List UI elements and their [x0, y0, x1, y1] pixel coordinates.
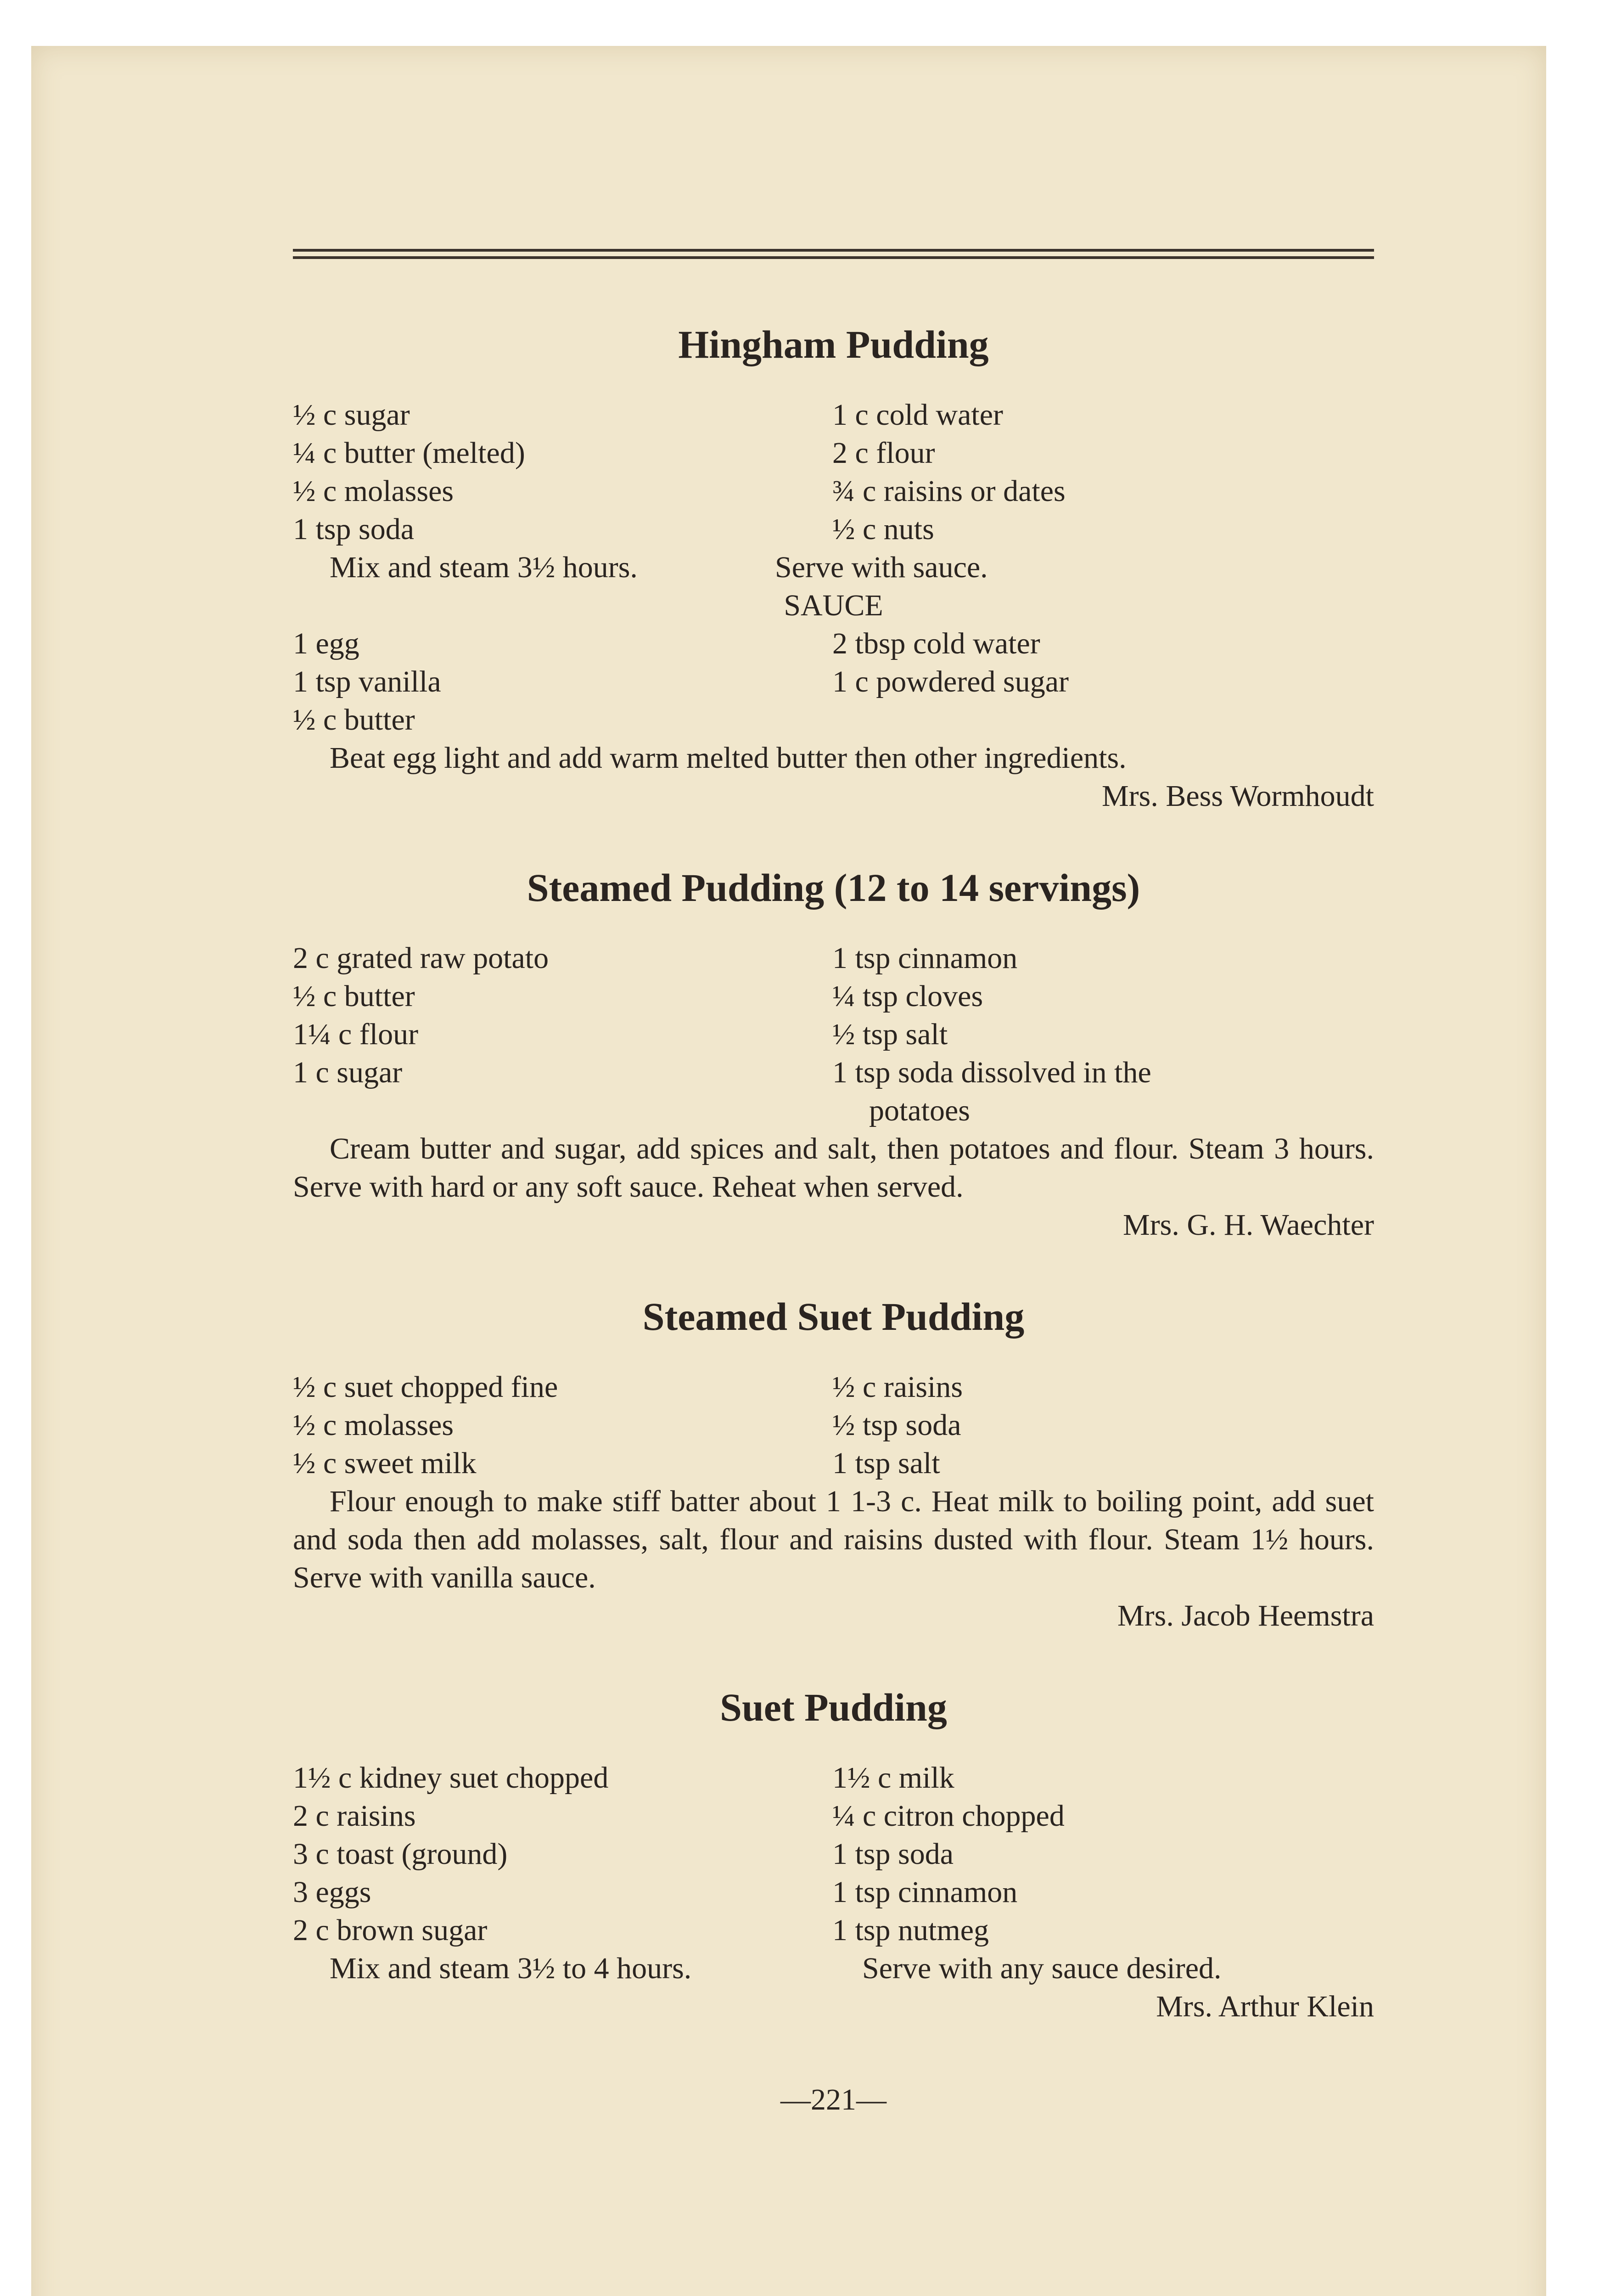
ingredient: 1¼ c flour: [293, 1018, 419, 1051]
recipe-hingham-pudding: [293, 321, 1374, 815]
instructions-serve: Serve with any sauce desired.: [862, 1952, 1222, 1985]
ingredient: ½ tsp salt: [832, 1018, 948, 1051]
ingredients-left: [293, 396, 832, 548]
instructions: [293, 1949, 1374, 1987]
ingredient: 1 tsp soda: [293, 512, 414, 546]
header-double-rule: [293, 249, 1374, 259]
ingredient: 1½ c kidney suet chopped: [293, 1761, 609, 1795]
sauce-ingredients: [293, 625, 1374, 739]
ingredient: 2 c raisins: [293, 1799, 416, 1833]
ingredient: 1 c cold water: [832, 398, 1003, 432]
ingredient: ½ c molasses: [293, 474, 454, 508]
ingredient: 1 tsp cinnamon: [832, 941, 1018, 975]
instructions: Cream butter and sugar, add spices and salt, then potatoes and flour. Steam 3 hours. Serve with hard or any soft sauce. Reheat when served.: [293, 1132, 1374, 1204]
recipe-author: Mrs. Arthur Klein: [1156, 1990, 1374, 2023]
ingredient: ½ c raisins: [832, 1370, 963, 1404]
ingredient: ¼ c citron chopped: [832, 1799, 1065, 1833]
ingredients: [293, 1759, 1374, 1949]
ingredient: 1 c powdered sugar: [832, 665, 1069, 698]
ingredient: ½ c suet chopped fine: [293, 1370, 558, 1404]
book-page: [31, 46, 1546, 2296]
ingredient: 1½ c milk: [832, 1761, 954, 1795]
ingredient: 1 tsp salt: [832, 1446, 940, 1480]
recipe-author: Mrs. Bess Wormhoudt: [1101, 779, 1374, 813]
ingredient: 1 c sugar: [293, 1056, 403, 1089]
ingredient: ½ c butter: [293, 979, 415, 1013]
ingredient: ½ c molasses: [293, 1408, 454, 1442]
ingredients-left: [293, 1368, 832, 1482]
recipe-author: Mrs. Jacob Heemstra: [1117, 1599, 1374, 1632]
instructions-serve: Serve with sauce.: [775, 551, 988, 584]
ingredient: ½ c sugar: [293, 398, 410, 432]
ingredient: 2 c flour: [832, 436, 935, 470]
sauce-instructions: Beat egg light and add warm melted butter then other ingredients.: [330, 741, 1127, 775]
ingredients-right: [832, 1368, 1374, 1482]
sauce-heading: SAUCE: [784, 589, 883, 622]
ingredients: [293, 939, 1374, 1130]
ingredient: ½ c sweet milk: [293, 1446, 477, 1480]
ingredient: 2 c brown sugar: [293, 1913, 488, 1947]
recipe-title: Suet Pudding: [720, 1685, 947, 1729]
recipe-steamed-pudding: [293, 865, 1374, 1244]
page-content: [293, 321, 1374, 2075]
ingredient: 1 tsp nutmeg: [832, 1913, 989, 1947]
ingredient: 1 tsp soda: [832, 1837, 954, 1871]
recipe-title: Steamed Suet Pudding: [642, 1294, 1025, 1339]
sauce-ingredients-left: [293, 625, 832, 739]
ingredients-right: [832, 1759, 1374, 1949]
ingredient: 2 tbsp cold water: [832, 627, 1040, 660]
instructions-steam: Mix and steam 3½ hours.: [330, 551, 638, 584]
ingredient: ¼ c butter (melted): [293, 436, 525, 470]
ingredients-right: [832, 939, 1374, 1130]
recipe-author: Mrs. G. H. Waechter: [1123, 1208, 1374, 1242]
ingredient: 1 tsp vanilla: [293, 665, 441, 698]
ingredient: 1 tsp soda dissolved in the: [832, 1056, 1151, 1089]
ingredient: 2 c grated raw potato: [293, 941, 549, 975]
page-number: —221—: [780, 2083, 886, 2116]
recipe-steamed-suet-pudding: [293, 1294, 1374, 1635]
sauce-ingredients-right: [832, 625, 1374, 739]
recipe-suet-pudding: [293, 1684, 1374, 2026]
ingredients: [293, 396, 1374, 548]
ingredients-left: [293, 939, 832, 1130]
instructions-steam: Mix and steam 3½ to 4 hours.: [330, 1952, 692, 1985]
ingredient: 3 eggs: [293, 1875, 371, 1909]
ingredient: 1 tsp cinnamon: [832, 1875, 1018, 1909]
ingredient: ½ c nuts: [832, 512, 934, 546]
ingredient: 1 egg: [293, 627, 359, 660]
ingredient: ½ c butter: [293, 703, 415, 737]
ingredients-left: [293, 1759, 832, 1949]
ingredient: ¼ tsp cloves: [832, 979, 983, 1013]
ingredient-continuation: potatoes: [869, 1094, 970, 1127]
recipe-title: Steamed Pudding (12 to 14 servings): [527, 866, 1140, 910]
ingredient: ½ tsp soda: [832, 1408, 961, 1442]
ingredients-right: [832, 396, 1374, 548]
ingredient: 3 c toast (ground): [293, 1837, 508, 1871]
instructions: [293, 548, 1374, 586]
recipe-title: Hingham Pudding: [678, 322, 989, 366]
ingredient: ¾ c raisins or dates: [832, 474, 1066, 508]
instructions: Flour enough to make stiff batter about 1 1-3 c. Heat milk to boiling point, add suet and soda then add molasses, salt, flour and raisins dusted with flour. Steam 1½ hours. Serve with vanilla sauce.: [293, 1485, 1374, 1594]
ingredients: [293, 1368, 1374, 1482]
